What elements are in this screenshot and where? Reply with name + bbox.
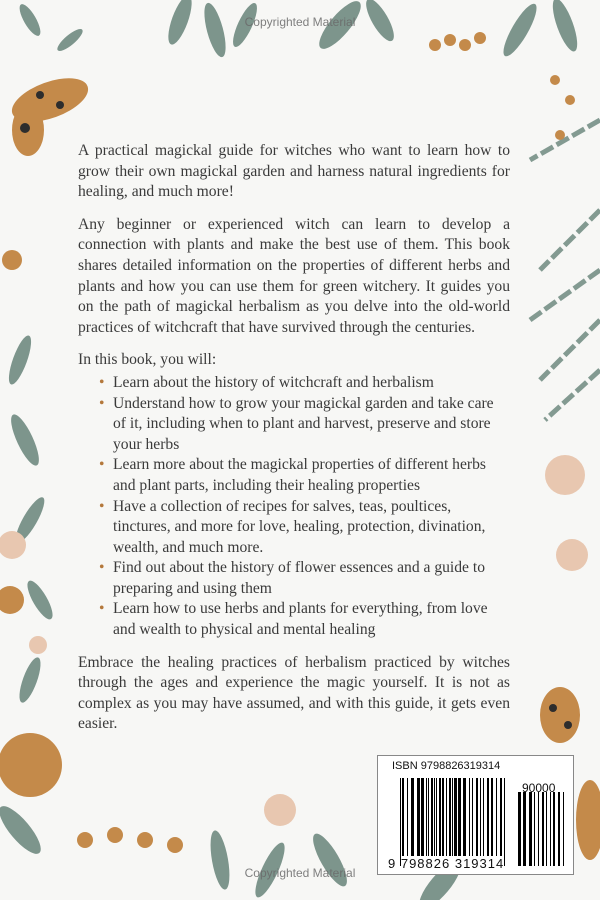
intro-paragraph: A practical magickal guide for witches who want to learn how to grow their own magickal garden and harness natural ingredients for healing, and much more! — [78, 142, 510, 201]
benefits-list — [78, 373, 510, 641]
barcode-bar — [407, 778, 408, 856]
barcode-bar — [454, 778, 457, 856]
barcode-bar — [563, 792, 564, 866]
copyright-watermark-bottom: Copyrighted Material — [244, 866, 356, 880]
list-item: • Learn how to use herbs and plants for everything, from love and wealth to physical and mental healing — [78, 599, 510, 640]
list-item: • Understand how to grow your magickal garden and take care of it, including when to plant and harvest, preserve and store your herbs — [78, 394, 510, 456]
barcode-bar — [400, 778, 401, 866]
barcode-bar — [529, 792, 532, 866]
barcode-bar — [496, 778, 497, 856]
copyright-watermark-top: Copyrighted Material — [244, 15, 356, 29]
barcode-bar — [546, 792, 547, 866]
back-cover-description — [78, 141, 510, 747]
closing-paragraph: Embrace the healing practices of herbalism practiced by witches through the ages and experience the magic yourself. It is not as complex as you may have assumed, and with this guide, it gets even easier. — [78, 653, 510, 733]
list-item: • Have a collection of recipes for salves, teas, poultices, tinctures, and more for love, healing, protection, divination, wealth, and much more. — [78, 497, 510, 559]
barcode-bar — [476, 778, 478, 856]
barcode-bar — [458, 778, 461, 856]
barcode-bar — [442, 778, 444, 856]
barcode-bar — [523, 792, 526, 866]
list-item: • Find out about the history of flower essences and a guide to preparing and using them — [78, 558, 510, 599]
barcode-bar — [436, 778, 437, 856]
barcode-bar — [439, 778, 441, 856]
barcode-bar — [452, 778, 453, 856]
barcode-bar — [421, 778, 424, 856]
barcode-bar — [426, 778, 427, 856]
barcode-bar — [483, 778, 484, 856]
barcode-bar — [411, 778, 414, 856]
barcode-bar — [538, 792, 539, 866]
barcode-bar — [558, 792, 560, 866]
barcode-bar — [500, 778, 502, 856]
barcode-digits: 9 798826 319314 — [388, 856, 505, 871]
price-code: 90000 — [522, 781, 556, 795]
barcode-bar — [472, 778, 473, 856]
barcode-bar — [542, 792, 544, 866]
barcode-bar — [491, 778, 493, 856]
barcode-bar — [480, 778, 481, 856]
isbn-label: ISBN 9798826319314 — [392, 760, 501, 772]
barcode-bar — [417, 778, 420, 856]
beetle-illustration — [540, 687, 580, 743]
barcode-bar — [463, 778, 466, 856]
barcode-bar — [550, 792, 551, 866]
description-paragraph: Any beginner or experienced witch can learn to develop a connection with plants and make the best use of them. This book shares detailed information on the properties of different herbs and plants and how you can use them for green witchery. It guides you on the path of magickal herbalism as you delve into the old-world practices of witchcraft that have survived through the centuries. — [78, 215, 510, 336]
barcode-bar — [518, 792, 521, 866]
barcode-bar — [487, 778, 489, 856]
list-item: • Learn more about the magickal properties of different herbs and plant parts, including their healing properties — [78, 455, 510, 496]
barcode-bar — [534, 792, 535, 866]
barcode-bar — [431, 778, 433, 856]
barcode-bar — [402, 778, 404, 856]
barcode-bar — [449, 778, 451, 856]
barcode-bar — [504, 778, 505, 866]
barcode-bar — [446, 778, 447, 856]
list-item: • Learn about the history of witchcraft and herbalism — [78, 373, 510, 394]
isbn-barcode — [377, 755, 574, 875]
barcode-bar — [434, 778, 435, 856]
list-intro: In this book, you will: — [78, 351, 217, 369]
barcode-bar — [469, 778, 470, 856]
barcode-bar — [553, 792, 555, 866]
barcode-bar — [428, 778, 429, 856]
